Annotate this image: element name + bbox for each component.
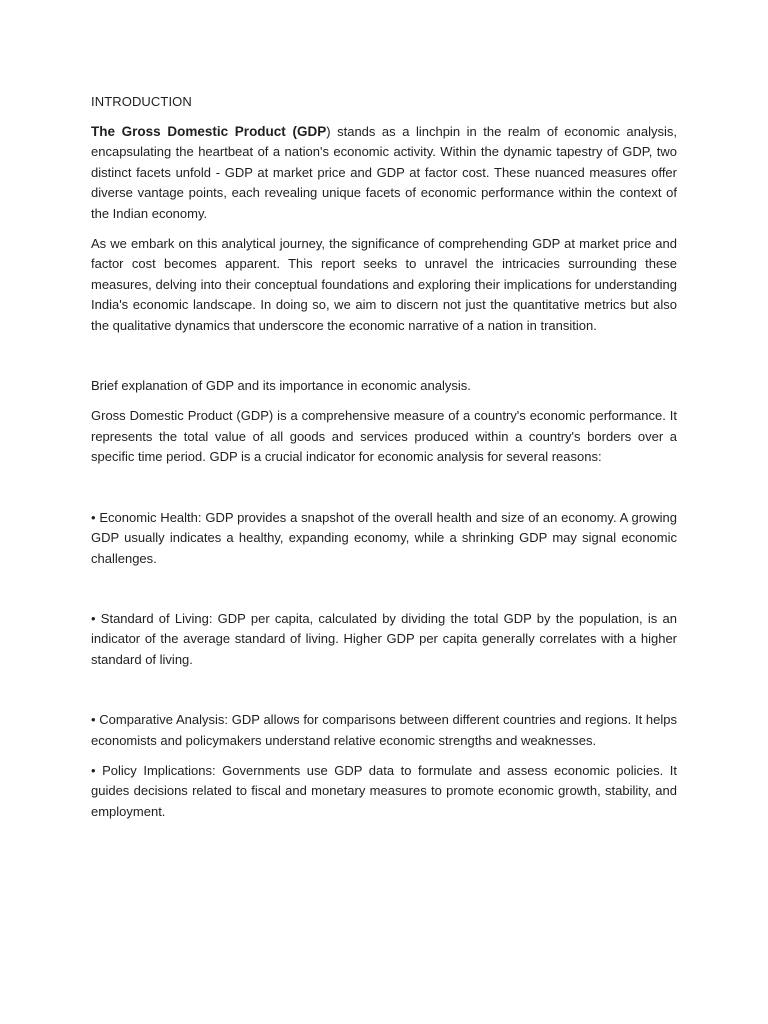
intro-paragraph: [91, 122, 677, 224]
document-page: [91, 92, 677, 832]
intro-body-text: ) stands as a linchpin in the realm of economic analysis, encapsulating the heartbeat of a nation's economic activity. Within the dynamic tapestry of GDP, two distinct facets unfold - GDP at market price and GDP at factor cost. These nuanced measures offer diverse vantage points, each revealing unique facets of economic performance within the context of the Indian economy.: [91, 124, 677, 221]
paragraph-2: As we embark on this analytical journey, the significance of comprehending GDP at market price and factor cost becomes apparent. This report seeks to unravel the intricacies surrounding these measures, delving into their conceptual foundations and exploring their implications for understanding India's economic landscape. In doing so, we aim to discern not just the quantitative metrics but also the qualitative dynamics that underscore the economic narrative of a nation in transition.: [91, 236, 677, 333]
bullet-comparative-analysis: • Comparative Analysis: GDP allows for comparisons between different countries and regions. It helps economists and policymakers understand relative economic strengths and weaknesses.: [91, 712, 677, 748]
paragraph-3: Gross Domestic Product (GDP) is a comprehensive measure of a country's economic performance. It represents the total value of all goods and services produced within a country's borders over a specific time period. GDP is a crucial indicator for economic analysis for several reasons:: [91, 408, 677, 465]
section-heading: INTRODUCTION: [91, 94, 192, 109]
intro-lead-text: The Gross Domestic Product (GDP: [91, 124, 327, 139]
subheading: Brief explanation of GDP and its importance in economic analysis.: [91, 378, 471, 394]
bullet-standard-of-living: • Standard of Living: GDP per capita, calculated by dividing the total GDP by the population, is an indicator of the average standard of living. Higher GDP per capita generally correlates with a higher standard of living.: [91, 610, 677, 667]
bullet-policy-implications: • Policy Implications: Governments use GDP data to formulate and assess economic policies. It guides decisions related to fiscal and monetary measures to promote economic growth, stability, and employment.: [91, 762, 677, 819]
bullet-economic-health: • Economic Health: GDP provides a snapshot of the overall health and size of an economy. A growing GDP usually indicates a healthy, expanding economy, while a shrinking GDP may signal economic challenges.: [91, 509, 677, 566]
